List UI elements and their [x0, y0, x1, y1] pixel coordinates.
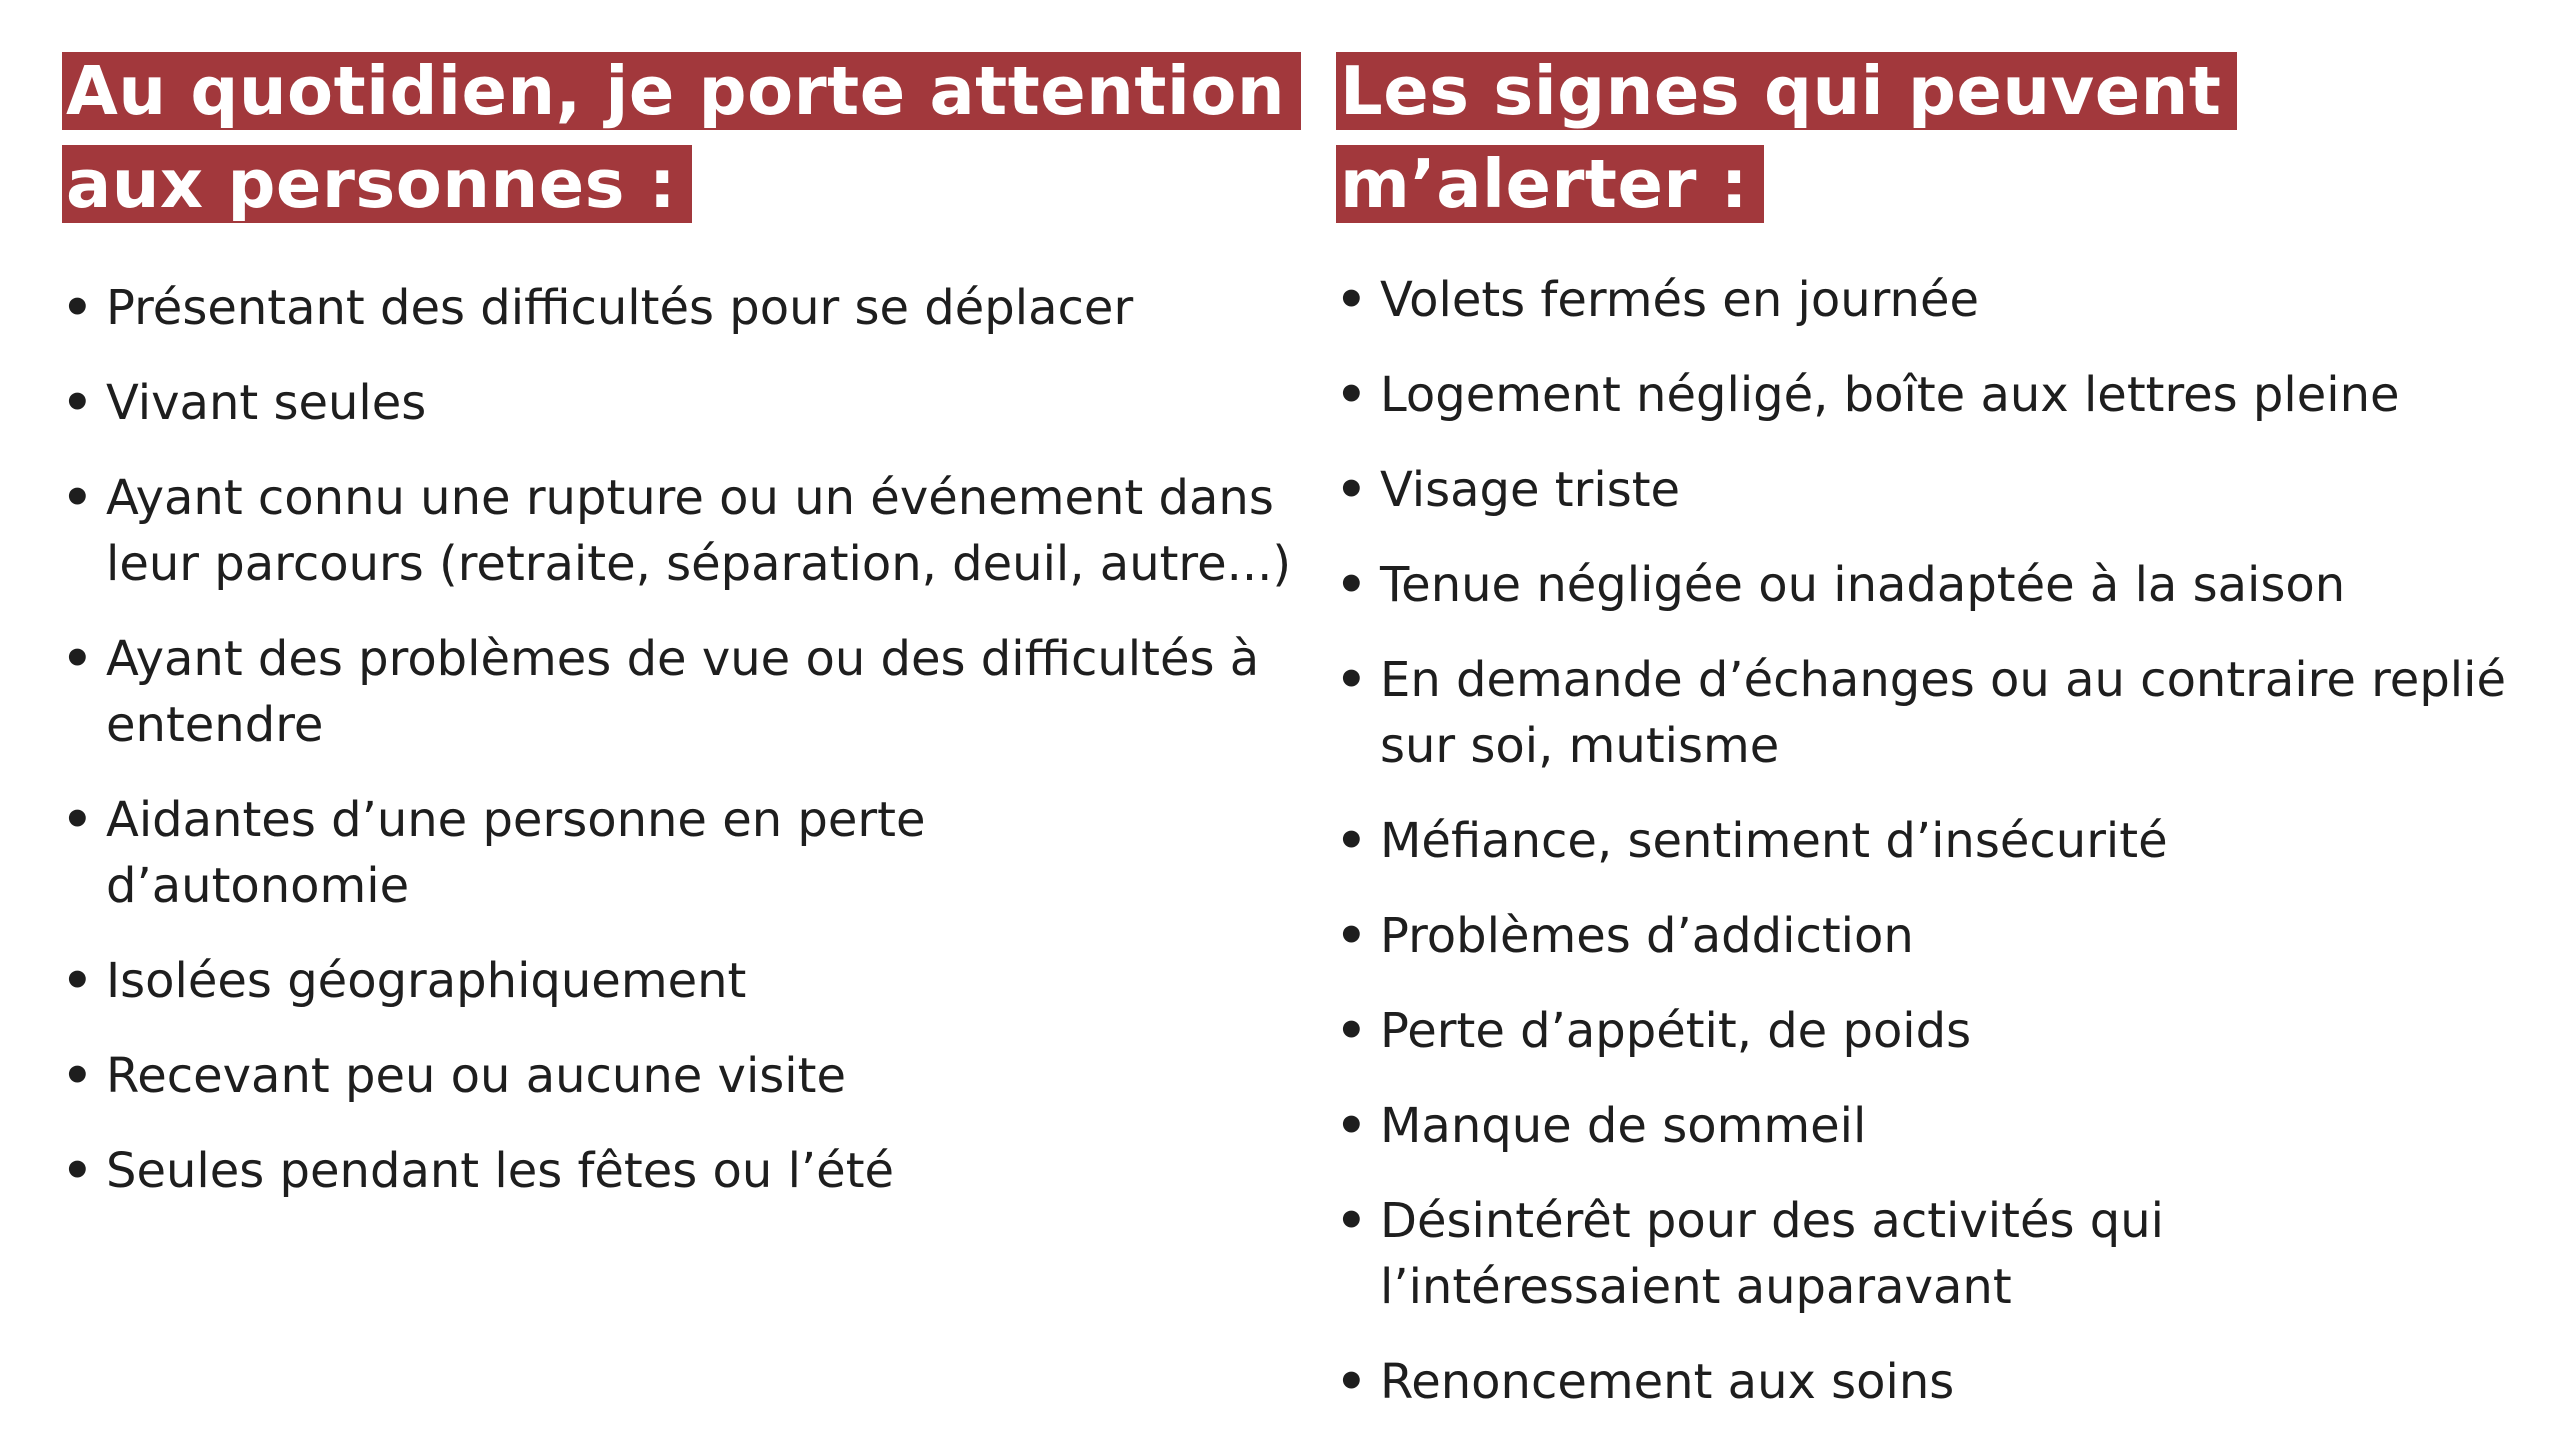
list-item — [62, 275, 1302, 341]
list-item — [62, 1138, 1302, 1204]
bullet: • — [62, 792, 93, 848]
list-item-text: Vivant seules — [106, 375, 427, 431]
warning-signs-list — [1336, 267, 2546, 1415]
list-item-text: Recevant peu ou aucune visite — [106, 1048, 846, 1104]
list-item — [62, 948, 1302, 1014]
list-item-text: Méfiance, sentiment d’insécurité — [1380, 813, 2168, 869]
warning-signs-column — [1336, 45, 2546, 1433]
list-item-text: Visage triste — [1380, 462, 1681, 518]
bullet: • — [62, 280, 93, 336]
list-item — [1336, 362, 2546, 428]
list-item-text: Renoncement aux soins — [1380, 1354, 1955, 1410]
bullet: • — [1336, 1003, 1367, 1059]
attention-heading — [62, 45, 1302, 231]
list-item-text: Aidantes d’une personne en perte d’autonomie — [106, 792, 926, 914]
bullet: • — [62, 470, 93, 526]
bullet: • — [62, 631, 93, 687]
bullet: • — [1336, 1354, 1367, 1410]
list-item — [1336, 267, 2546, 333]
attention-heading-text: Au quotidien, je porte attention aux personnes : — [62, 52, 1301, 223]
list-item — [62, 787, 1086, 919]
bullet: • — [62, 1143, 93, 1199]
bullet: • — [1336, 272, 1367, 328]
list-item-text: Tenue négligée ou inadaptée à la saison — [1380, 557, 2346, 613]
list-item — [1336, 1188, 2280, 1320]
warning-signs-heading — [1336, 45, 2546, 231]
bullet: • — [62, 953, 93, 1009]
bullet: • — [1336, 813, 1367, 869]
list-item — [1336, 552, 2546, 618]
bullet: • — [62, 375, 93, 431]
list-item-text: Perte d’appétit, de poids — [1380, 1003, 1972, 1059]
bullet: • — [1336, 652, 1367, 708]
bullet: • — [1336, 462, 1367, 518]
bullet: • — [1336, 1193, 1367, 1249]
list-item — [1336, 1093, 2546, 1159]
list-item — [1336, 647, 2546, 779]
list-item-text: Logement négligé, boîte aux lettres pleine — [1380, 367, 2400, 423]
attention-list — [62, 275, 1302, 1204]
list-item-text: En demande d’échanges ou au contraire replié sur soi, mutisme — [1380, 652, 2507, 774]
list-item — [62, 626, 1302, 758]
list-item-text: Seules pendant les fêtes ou l’été — [106, 1143, 895, 1199]
list-item — [62, 370, 1302, 436]
warning-signs-heading-text: Les signes qui peuvent m’alerter : — [1336, 52, 2237, 223]
list-item — [62, 465, 1306, 597]
list-item — [1336, 457, 2546, 523]
list-item-text: Problèmes d’addiction — [1380, 908, 1914, 964]
bullet: • — [62, 1048, 93, 1104]
list-item — [1336, 808, 2546, 874]
bullet: • — [1336, 1098, 1367, 1154]
attention-column — [62, 45, 1302, 1233]
list-item — [62, 1043, 1302, 1109]
list-item-text: Isolées géographiquement — [106, 953, 747, 1009]
list-item-text: Désintérêt pour des activités qui l’intéressaient auparavant — [1380, 1193, 2164, 1315]
list-item-text: Présentant des difficultés pour se déplacer — [106, 280, 1134, 336]
list-item — [1336, 1349, 2546, 1415]
list-item-text: Volets fermés en journée — [1380, 272, 1980, 328]
bullet: • — [1336, 367, 1367, 423]
bullet: • — [1336, 557, 1367, 613]
list-item-text: Ayant des problèmes de vue ou des difficultés à entendre — [106, 631, 1260, 753]
list-item — [1336, 903, 2546, 969]
list-item — [1336, 998, 2546, 1064]
bullet: • — [1336, 908, 1367, 964]
list-item-text: Ayant connu une rupture ou un événement dans leur parcours (retraite, séparation, deuil, autre...) — [106, 470, 1292, 592]
list-item-text: Manque de sommeil — [1380, 1098, 1867, 1154]
